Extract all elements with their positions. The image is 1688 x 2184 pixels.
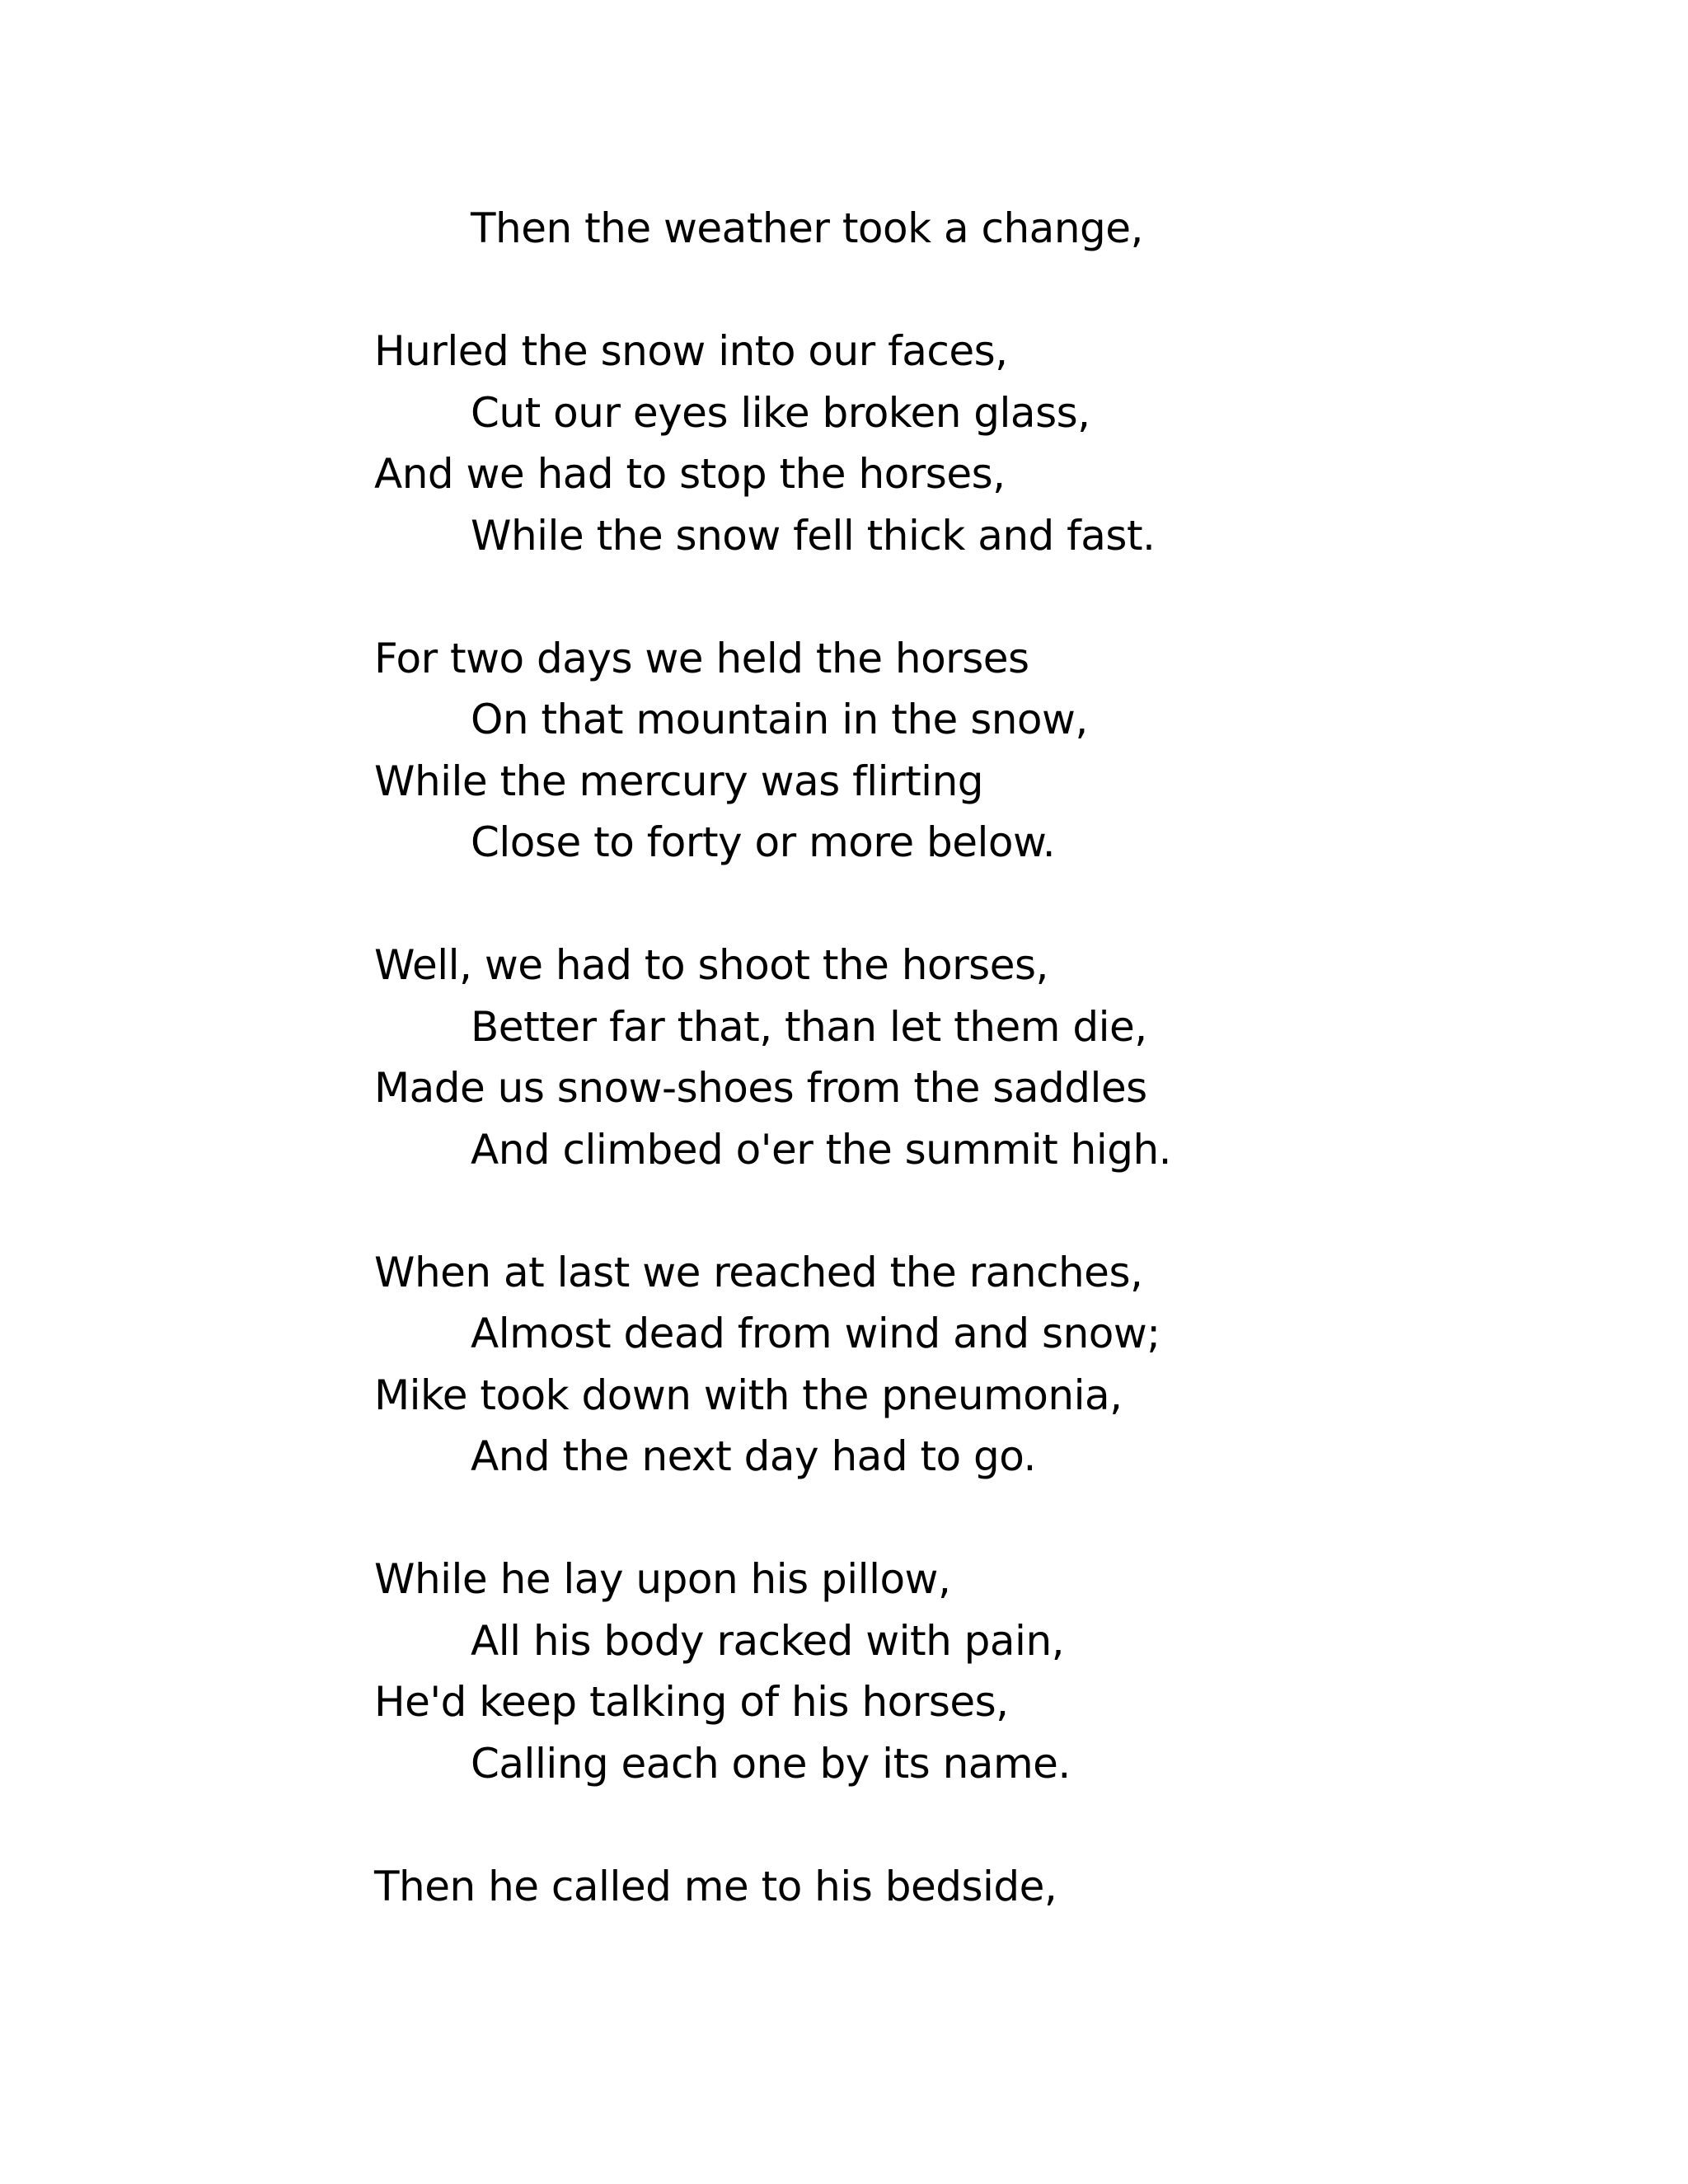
poem-line: Better far that, than let them die, [471,1002,1147,1051]
poem-line: And we had to stop the horses, [374,450,1006,498]
stanza [374,1549,1528,1794]
poem-line: Calling each one by its name. [471,1739,1071,1788]
stanza [374,1242,1528,1488]
poem-line: While he lay upon his pillow, [374,1555,951,1603]
poem-line: And climbed o'er the summit high. [471,1125,1172,1174]
poem-line: All his body racked with pain, [471,1616,1065,1665]
poem-line: Cut our eyes like broken glass, [471,388,1090,437]
poem-line: Then the weather took a change, [471,204,1143,252]
stanza [374,198,1528,260]
stanza [374,935,1528,1180]
stanza-gap [374,566,1528,628]
poem-body [374,198,1528,1917]
stanza [374,321,1528,566]
poem-line: He'd keep talking of his horses, [374,1678,1009,1726]
stanza [374,1856,1528,1918]
stanza-gap [374,874,1528,935]
stanza-gap [374,1794,1528,1856]
poem-line: Made us snow-shoes from the saddles [374,1064,1147,1112]
stanza [374,628,1528,874]
poem-line: While the snow fell thick and fast. [471,511,1156,560]
poem-line: When at last we reached the ranches, [374,1248,1143,1296]
poem-line: Close to forty or more below. [471,818,1056,866]
stanza-gap [374,1488,1528,1549]
poem-line: Mike took down with the pneumonia, [374,1371,1123,1419]
stanza-gap [374,1180,1528,1242]
poem-line: Hurled the snow into our faces, [374,327,1008,375]
poem-line: And the next day had to go. [471,1432,1036,1480]
poem-line: Well, we had to shoot the horses, [374,941,1048,989]
poem-line: Then he called me to his bedside, [374,1862,1057,1910]
stanza-gap [374,260,1528,321]
poem-line: On that mountain in the snow, [471,696,1088,743]
poem-line: Almost dead from wind and snow; [471,1310,1160,1357]
poem-line: For two days we held the horses [374,634,1029,682]
poem-line: While the mercury was flirting [374,757,984,805]
